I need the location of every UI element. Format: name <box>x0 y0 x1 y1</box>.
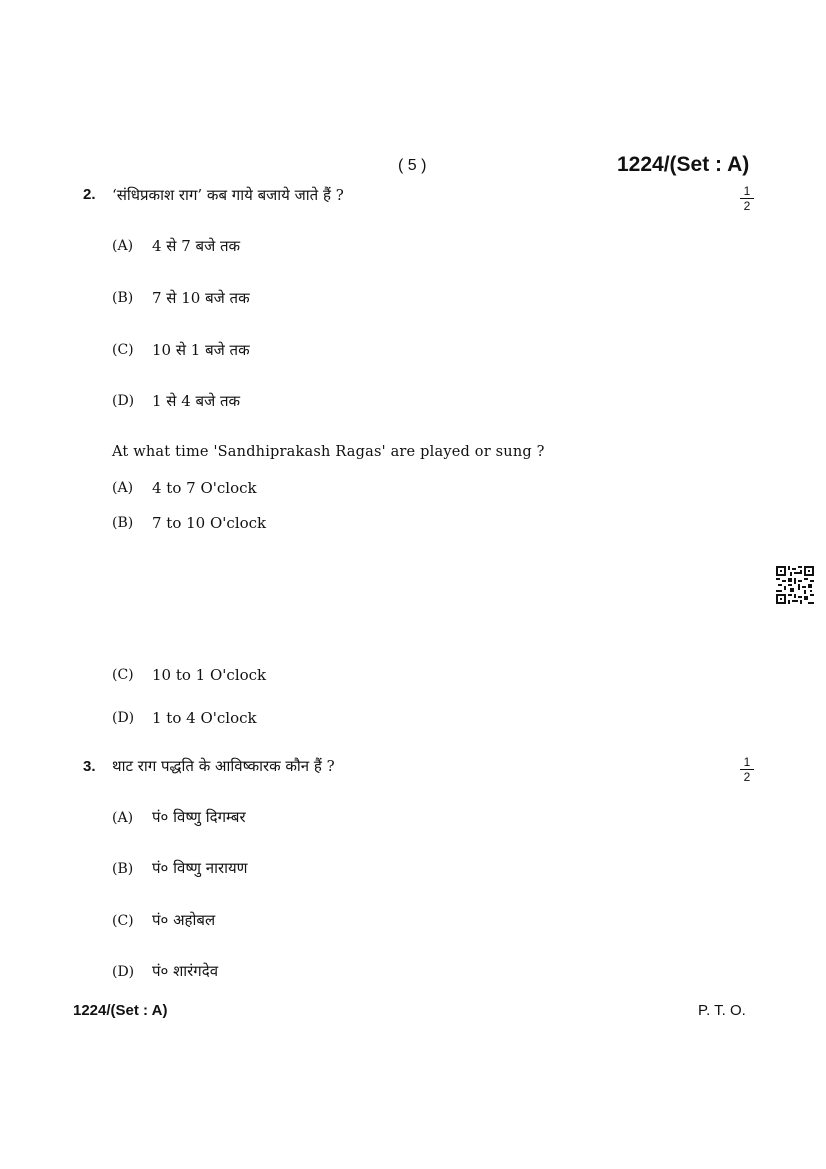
q2-en-option-d-letter: (D) <box>112 710 135 726</box>
please-turn-over: P. T. O. <box>698 1002 746 1019</box>
q2-en-option-d-text: 1 to 4 O'clock <box>152 709 257 727</box>
qr-code-icon <box>776 566 814 604</box>
question-3-marks <box>740 756 754 783</box>
q3-option-b-letter: (B) <box>112 861 134 877</box>
q2-hi-option-d-letter: (D) <box>112 393 135 409</box>
q2-hi-option-c-text: 10 से 1 बजे तक <box>152 341 250 359</box>
q3-option-d-text: पं० शारंगदेव <box>152 962 219 980</box>
q2-hi-option-a-text: 4 से 7 बजे तक <box>152 237 241 255</box>
q2-hi-option-b-text: 7 से 10 बजे तक <box>152 289 250 307</box>
paper-code-footer: 1224/(Set : A) <box>73 1002 168 1019</box>
q2-en-option-b-text: 7 to 10 O'clock <box>152 514 267 532</box>
q3-option-b-text: पं० विष्णु नारायण <box>152 859 248 877</box>
q3-option-a-letter: (A) <box>112 810 134 826</box>
marks-denominator: 2 <box>743 199 751 213</box>
q2-en-option-a-letter: (A) <box>112 480 134 496</box>
question-2-marks <box>740 185 754 212</box>
q2-hi-option-a-letter: (A) <box>112 238 134 254</box>
q3-option-d-letter: (D) <box>112 964 135 980</box>
q2-en-option-c-text: 10 to 1 O'clock <box>152 666 267 684</box>
question-2-text-english: At what time 'Sandhiprakash Ragas' are played or sung ? <box>112 444 545 460</box>
q2-hi-option-d-text: 1 से 4 बजे तक <box>152 392 241 410</box>
q3-option-a-text: पं० विष्णु दिगम्बर <box>152 808 246 826</box>
question-2-number: 2. <box>83 186 96 203</box>
q2-en-option-a-text: 4 to 7 O'clock <box>152 479 257 497</box>
q2-hi-option-b-letter: (B) <box>112 290 134 306</box>
question-3-number: 3. <box>83 758 96 775</box>
marks-numerator: 1 <box>743 184 751 198</box>
q2-en-option-c-letter: (C) <box>112 667 134 683</box>
marks-numerator: 1 <box>743 755 751 769</box>
page-number: ( 5 ) <box>398 157 427 174</box>
question-3-text-hindi: थाट राग पद्धति के आविष्कारक कौन हैं ? <box>112 757 335 775</box>
question-2-text-hindi: ‘संधिप्रकाश राग’ कब गाये बजाये जाते हैं ? <box>112 186 344 204</box>
q3-option-c-text: पं० अहोबल <box>152 911 216 929</box>
paper-code-header: 1224/(Set : A) <box>617 153 750 176</box>
q3-option-c-letter: (C) <box>112 913 134 929</box>
q2-en-option-b-letter: (B) <box>112 515 134 531</box>
marks-denominator: 2 <box>743 770 751 784</box>
q2-hi-option-c-letter: (C) <box>112 342 134 358</box>
